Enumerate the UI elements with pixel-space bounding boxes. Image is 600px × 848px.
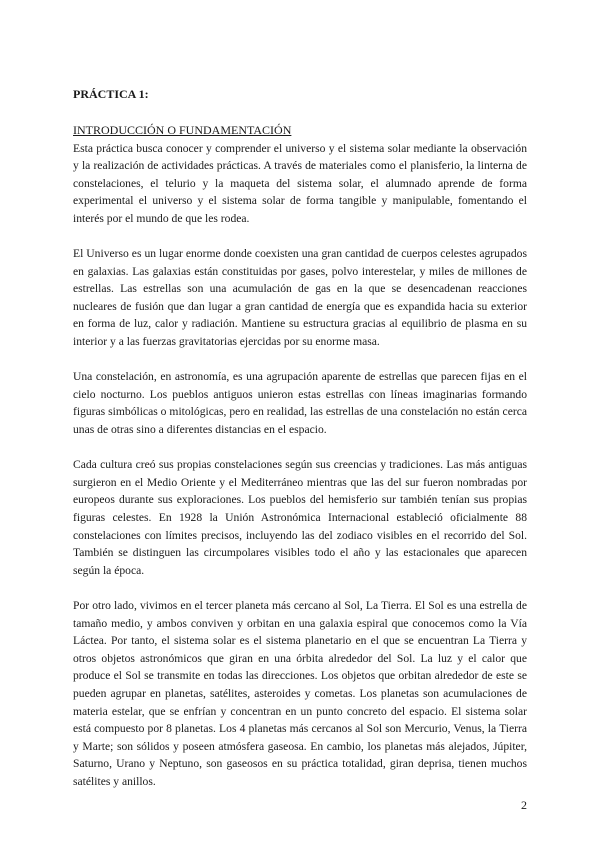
section-title: INTRODUCCIÓN O FUNDAMENTACIÓN: [73, 123, 292, 137]
document-page: [73, 86, 527, 790]
page-number: 2: [521, 798, 527, 812]
paragraph-intro: Esta práctica busca conocer y comprender el universo y el sistema solar mediante la observación y la realización de actividades prácticas. A través de materiales como el planisferio, la linterna de constelaciones, el telurio y la maqueta del sistema solar, el alumnado aprende de forma experimental el universo y el sistema solar de forma tangible y manipulable, fomentando el interés por el mundo de que les rodea.: [73, 141, 527, 225]
practice-heading: PRÁCTICA 1:: [73, 87, 149, 101]
paragraph-universe: El Universo es un lugar enorme donde coexisten una gran cantidad de cuerpos celestes agrupados en galaxias. Las galaxias están constituidas por gases, polvo interestelar, y miles de millones de estrellas. Las estrellas son una acumulación de gas en la que se desencadenan reacciones nucleares de fusión que dan lugar a gran cantidad de energía que es expandida hacia su exterior en forma de luz, calor y radiación. Mantiene su estructura gracias al equilibrio de plasma en su interior y a las fuerzas gravitatorias ejercidas por su enorme masa.: [73, 247, 527, 349]
paragraph-cultures: Cada cultura creó sus propias constelaciones según sus creencias y tradiciones. Las más antiguas surgieron en el Medio Oriente y el Mediterráneo mientras que las del sur fueron nombradas por europeos durante sus exploraciones. Los pueblos del hemisferio sur también tenían sus propias figuras celestes. En 1928 la Unión Astronómica Internacional estableció oficialmente 88 constelaciones con límites precisos, incluyendo las del zodiaco visibles en el recorrido del Sol. También se distinguen las circumpolares visibles todo el año y las estacionales que aparecen según la época.: [73, 458, 527, 577]
paragraph-constellation: Una constelación, en astronomía, es una agrupación aparente de estrellas que parecen fijas en el cielo nocturno. Los pueblos antiguos unieron estas estrellas con líneas imaginarias formando figuras simbólicas o mitológicas, pero en realidad, las estrellas de una constelación no están cerca unas de otras sino a diferentes distancias en el espacio.: [73, 370, 527, 436]
paragraph-solar-system: Por otro lado, vivimos en el tercer planeta más cercano al Sol, La Tierra. El Sol es una estrella de tamaño medio, y ambos conviven y orbitan en una galaxia espiral que conocemos como la Vía Láctea. Por tanto, el sistema solar es el sistema planetario en el que se encuentran La Tierra y otros objetos astronómicos que giran en una órbita alrededor del Sol. La luz y el calor que produce el Sol se transmite en todas las direcciones. Los objetos que orbitan alrededor de este se pueden agrupar en planetas, satélites, asteroides y cometas. Los planetas son acumulaciones de materia estelar, que se enfrían y concentran en un punto concreto del espacio. El sistema solar está compuesto por 8 planetas. Los 4 planetas más cercanos al Sol son Mercurio, Venus, la Tierra y Marte; son sólidos y poseen atmósfera gaseosa. En cambio, los planetas más alejados, Júpiter, Saturno, Urano y Neptuno, son gaseosos en su práctica totalidad, giran deprisa, tienen muchos satélites y anillos.: [73, 598, 527, 788]
